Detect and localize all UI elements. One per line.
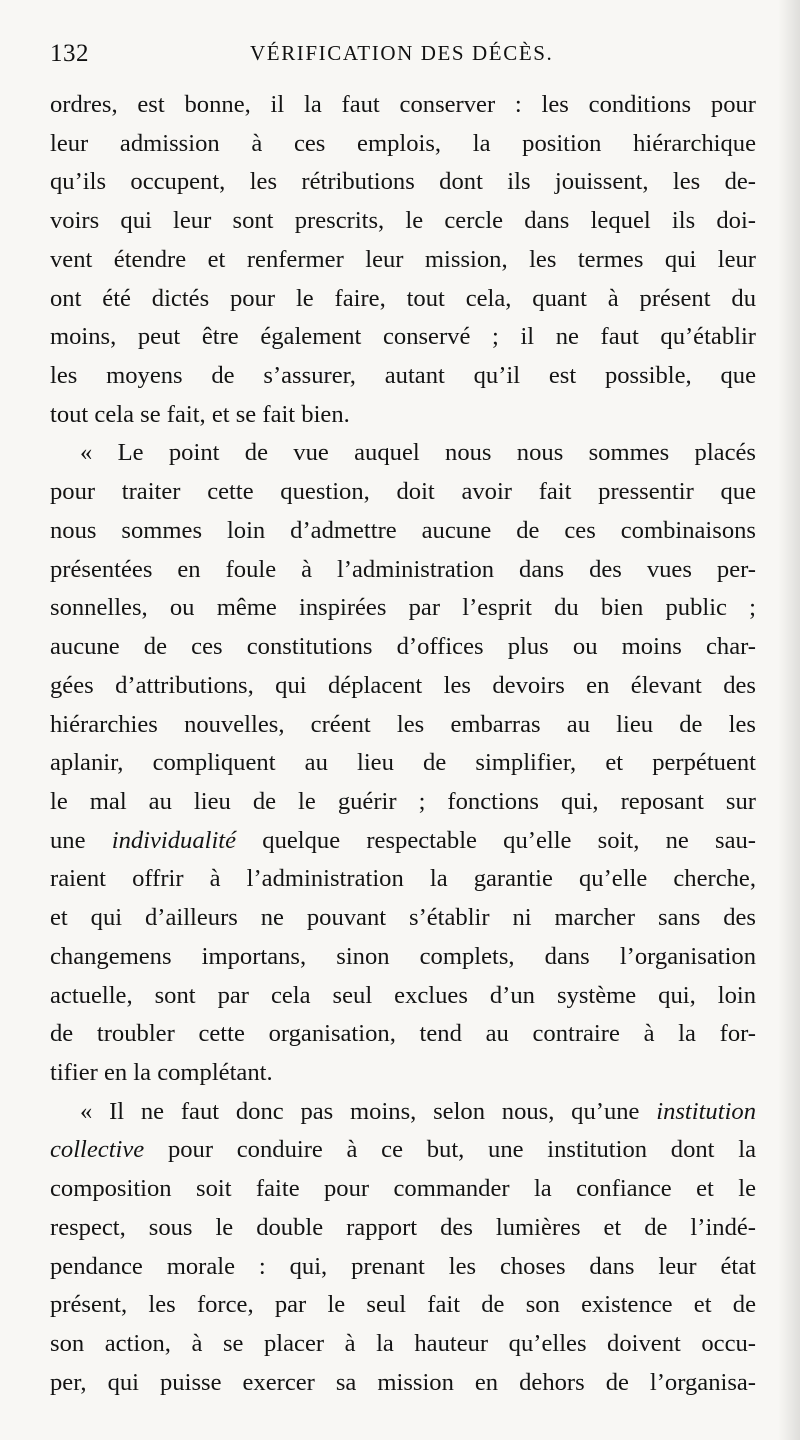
text-line <box>50 822 756 861</box>
page-number: 132 <box>50 40 89 67</box>
text-line: vent étendre et renfermer leur mission, les termes qui leur <box>50 245 756 273</box>
text-line <box>50 1093 756 1132</box>
text-line: « Le point de vue auquel nous nous sommes placés <box>80 439 756 467</box>
text-line: actuelle, sont par cela seul exclues d’un système qui, loin <box>50 981 756 1009</box>
text-line: tifier en la complétant. <box>50 1058 273 1086</box>
text-line: de troubler cette organisation, tend au contraire à la for- <box>50 1020 756 1048</box>
text-line: leur admission à ces emplois, la position hiérarchique <box>50 129 756 157</box>
italic-term: institution <box>656 1097 756 1125</box>
text-line: voirs qui leur sont prescrits, le cercle dans lequel ils doi- <box>50 207 756 235</box>
italic-term: individualité <box>111 826 237 854</box>
text-line: hiérarchies nouvelles, créent les embarras au lieu de les <box>50 710 756 738</box>
text-segment: pour conduire à ce but, une institution dont la <box>144 1136 756 1164</box>
text-line: présentées en foule à l’administration dans des vues per- <box>50 555 756 583</box>
text-line <box>50 1131 756 1170</box>
text-line: per, qui puisse exercer sa mission en dehors de l’organisa- <box>50 1368 756 1396</box>
text-line: ordres, est bonne, il la faut conserver : les conditions pour <box>50 91 756 118</box>
text-line: ont été dictés pour le faire, tout cela, quant à présent du <box>50 284 756 312</box>
text-line: moins, peut être également conservé ; il ne faut qu’établir <box>50 323 756 351</box>
page-header <box>50 40 750 80</box>
text-segment: « Il ne faut donc pas moins, selon nous, qu’une <box>80 1097 657 1125</box>
text-line: aplanir, compliquent au lieu de simplifier, et perpétuent <box>50 749 756 777</box>
page-edge-shadow <box>778 0 800 1440</box>
text-line: tout cela se fait, et se fait bien. <box>50 400 350 428</box>
text-line: respect, sous le double rapport des lumières et de l’indé- <box>50 1213 756 1241</box>
italic-term: collective <box>50 1136 145 1164</box>
text-line: et qui d’ailleurs ne pouvant s’établir ni marcher sans des <box>50 904 756 932</box>
text-line: les moyens de s’assurer, autant qu’il est possible, que <box>50 362 756 390</box>
text-line: son action, à se placer à la hauteur qu’elles doivent occu- <box>50 1330 756 1357</box>
text-line: le mal au lieu de le guérir ; fonctions qui, reposant sur <box>50 787 756 815</box>
text-line: pendance morale : qui, prenant les choses dans leur état <box>50 1252 756 1280</box>
text-line: sonnelles, ou même inspirées par l’esprit du bien public ; <box>50 594 756 622</box>
text-line: changemens importans, sinon complets, dans l’organisation <box>50 942 756 970</box>
text-line: présent, les force, par le seul fait de son existence et de <box>50 1291 756 1319</box>
text-line: gées d’attributions, qui déplacent les devoirs en élevant des <box>50 671 756 699</box>
text-line: raient offrir à l’administration la garantie qu’elle cherche, <box>50 865 756 893</box>
text-line: pour traiter cette question, doit avoir fait pressentir que <box>50 478 756 506</box>
text-line: qu’ils occupent, les rétributions dont ils jouissent, les de- <box>50 168 756 196</box>
text-line: nous sommes loin d’admettre aucune de ces combinaisons <box>50 516 756 544</box>
text-line: aucune de ces constitutions d’offices plus ou moins char- <box>50 633 756 661</box>
text-line: composition soit faite pour commander la confiance et le <box>50 1175 756 1203</box>
text-segment: une <box>50 826 112 854</box>
body-text <box>50 86 756 1402</box>
running-head: VÉRIFICATION DES DÉCÈS. <box>250 41 554 65</box>
text-segment: quelque respectable qu’elle soit, ne sau- <box>236 826 756 854</box>
